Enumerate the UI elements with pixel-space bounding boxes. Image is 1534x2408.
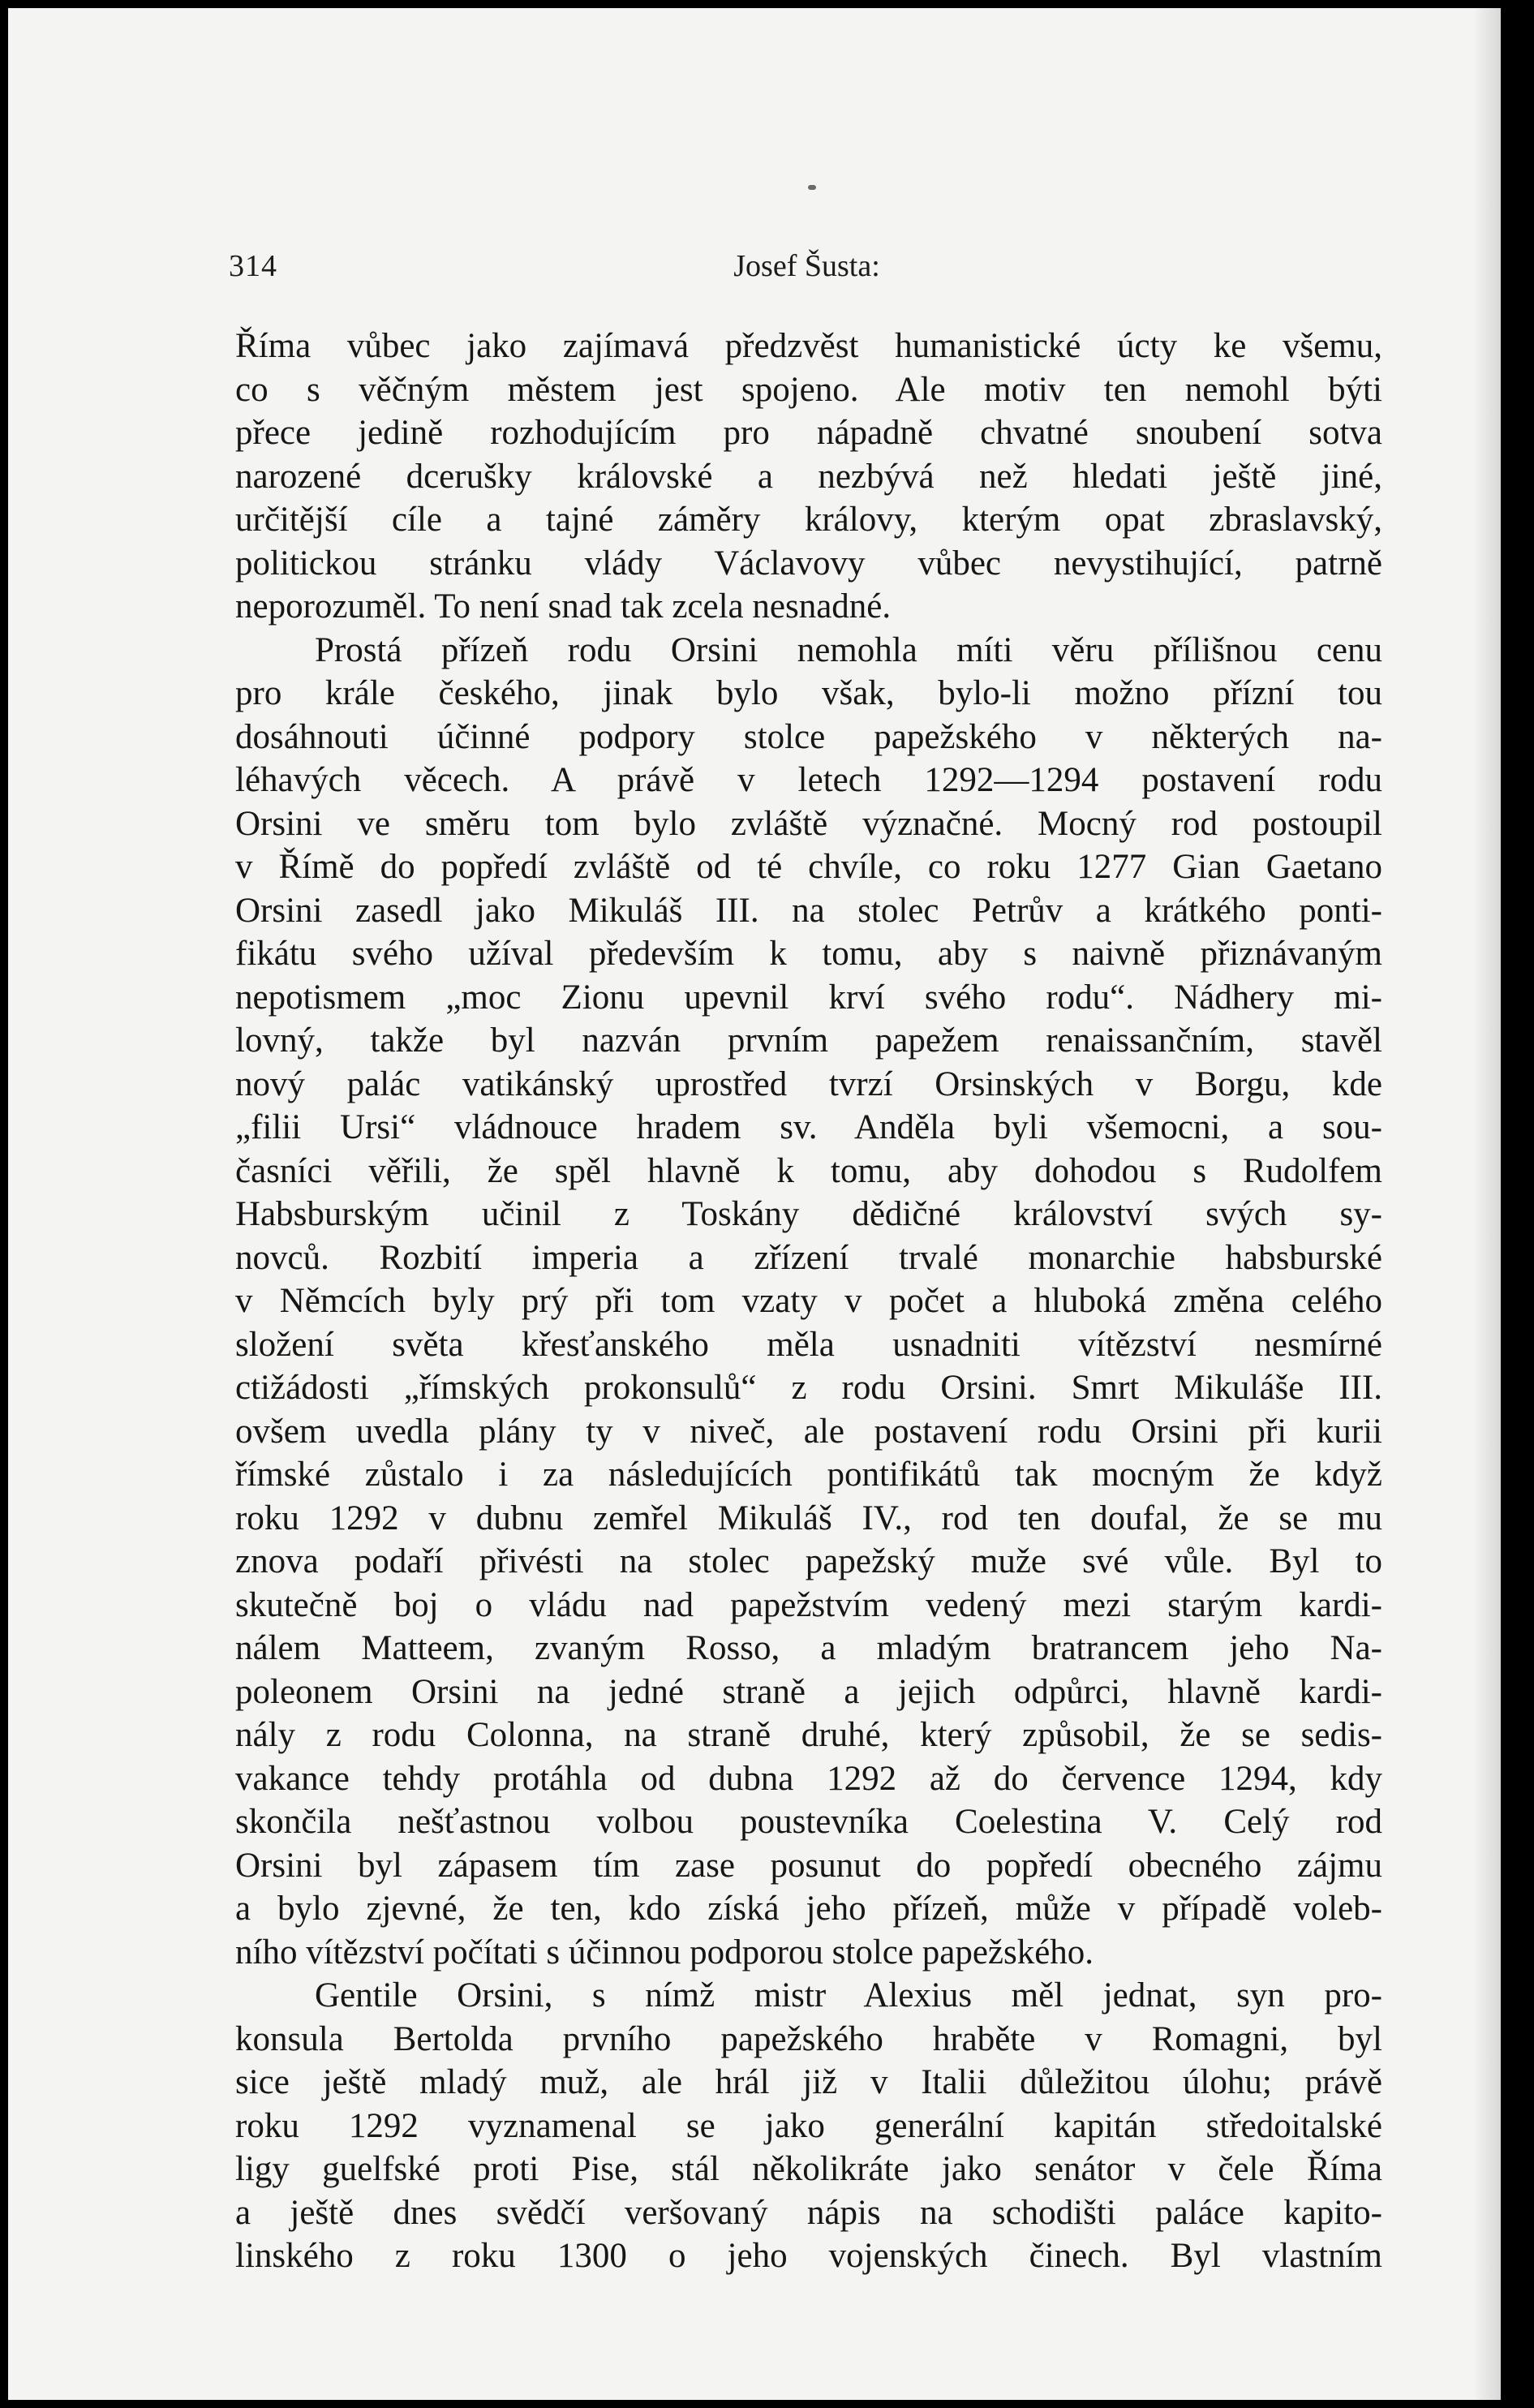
running-title: Josef Šusta: [733, 249, 880, 283]
text-line: časníci věřili, že spěl hlavně k tomu, aby dohodou s Rudolfem [235, 1151, 1382, 1190]
body-text [235, 325, 1382, 2278]
page-number: 314 [229, 249, 277, 283]
text-line: nály z rodu Colonna, na straně druhé, který způsobil, že se sedis- [235, 1716, 1382, 1754]
text-line: skončila nešťastnou volbou poustevníka Coelestina V. Celý rod [235, 1803, 1382, 1841]
text-line: co s věčným městem jest spojeno. Ale motiv ten nemohl býti [235, 370, 1382, 409]
running-head [229, 248, 1385, 289]
text-line: konsula Bertolda prvního papežského hraběte v Romagni, byl [235, 2019, 1382, 2058]
text-line: Habsburským učinil z Toskány dědičné království svých sy- [235, 1195, 1382, 1233]
text-line: sice ještě mladý muž, ale hrál již v Italii důležitou úlohu; právě [235, 2063, 1382, 2101]
text-line: a bylo zjevné, že ten, kdo získá jeho přízeň, může v případě voleb- [235, 1890, 1382, 1928]
text-line: linského z roku 1300 o jeho vojenských činech. Byl vlastním [235, 2237, 1382, 2275]
text-line: ního vítězství počítati s účinnou podporou stolce papežského. [235, 1933, 1094, 1972]
text-line: ctižádosti „římských prokonsulů“ z rodu Orsini. Smrt Mikuláše III. [235, 1369, 1382, 1407]
text-line: ligy guelfské proti Pise, stál několikráte jako senátor v čele Říma [235, 2150, 1382, 2188]
text-line: skutečně boj o vládu nad papežstvím vedený mezi starým kardi- [235, 1585, 1382, 1624]
text-line: Orsini ve směru tom bylo zvláště význačné. Mocný rod postoupil [235, 804, 1382, 843]
text-line: léhavých věcech. A právě v letech 1292—1294 postavení rodu [235, 761, 1382, 799]
text-line: novců. Rozbití imperia a zřízení trvalé monarchie habsburské [235, 1238, 1382, 1277]
text-line: „filii Ursi“ vládnouce hradem sv. Anděla byli všemocni, a sou- [235, 1108, 1382, 1146]
text-line: nálem Matteem, zvaným Rosso, a mladým bratrancem jeho Na- [235, 1629, 1382, 1667]
text-line: Orsini byl zápasem tím zase posunut do popředí obecného zájmu [235, 1846, 1382, 1885]
text-line: nepotismem „moc Zionu upevnil krví svého rodu“. Nádhery mi- [235, 978, 1382, 1017]
text-line: roku 1292 v dubnu zemřel Mikuláš IV., rod ten doufal, že se mu [235, 1499, 1382, 1537]
text-line: pro krále českého, jinak bylo však, bylo-li možno přízní tou [235, 674, 1382, 712]
text-line: Prostá přízeň rodu Orsini nemohla míti věru přílišnou cenu [315, 630, 1382, 669]
text-line: politickou stránku vlády Václavovy vůbec nevystihující, patrně [235, 544, 1382, 583]
text-line: narozené dcerušky královské a nezbývá než hledati ještě jiné, [235, 457, 1382, 496]
text-line: Říma vůbec jako zajímavá předzvěst humanistické úcty ke všemu, [235, 327, 1382, 365]
text-line: přece jedině rozhodujícím pro nápadně chvatné snoubení sotva [235, 414, 1382, 452]
text-line: římské zůstalo i za následujících pontifikátů tak mocným že když [235, 1456, 1382, 1494]
text-line: vakance tehdy protáhla od dubna 1292 až do července 1294, kdy [235, 1759, 1382, 1798]
text-line: Orsini zasedl jako Mikuláš III. na stolec Petrův a krátkého ponti- [235, 891, 1382, 930]
text-line: ovšem uvedla plány ty v niveč, ale postavení rodu Orsini při kurii [235, 1412, 1382, 1451]
text-line: a ještě dnes svědčí veršovaný nápis na schodišti paláce kapito- [235, 2193, 1382, 2232]
text-line: dosáhnouti účinné podpory stolce papežského v některých na- [235, 717, 1382, 756]
text-line: Gentile Orsini, s nímž mistr Alexius měl jednat, syn pro- [315, 1976, 1382, 2015]
text-line: určitější cíle a tajné záměry královy, kterým opat zbraslavský, [235, 501, 1382, 539]
text-line: v Římě do popředí zvláště od té chvíle, co roku 1277 Gian Gaetano [235, 848, 1382, 886]
text-line: v Němcích byly prý při tom vzaty v počet a hluboká změna celého [235, 1282, 1382, 1320]
scan-speck [808, 185, 816, 190]
text-line: nový palác vatikánský uprostřed tvrzí Orsinských v Borgu, kde [235, 1064, 1382, 1103]
text-line: znova podaří přivésti na stolec papežský muže své vůle. Byl to [235, 1542, 1382, 1580]
book-page [8, 8, 1499, 2400]
page-edge-shadow [1473, 8, 1501, 2400]
text-line: neporozuměl. To není snad tak zcela nesnadné. [235, 587, 892, 626]
text-line: fikátu svého užíval především k tomu, aby s naivně přiznávaným [235, 935, 1382, 973]
text-line: roku 1292 vyznamenal se jako generální kapitán středoitalské [235, 2106, 1382, 2145]
text-line: lovný, takže byl nazván prvním papežem renaissančním, stavěl [235, 1021, 1382, 1060]
text-line: poleonem Orsini na jedné straně a jejich odpůrci, hlavně kardi- [235, 1672, 1382, 1711]
text-line: složení světa křesťanského měla usnadniti vítězství nesmírné [235, 1325, 1382, 1364]
